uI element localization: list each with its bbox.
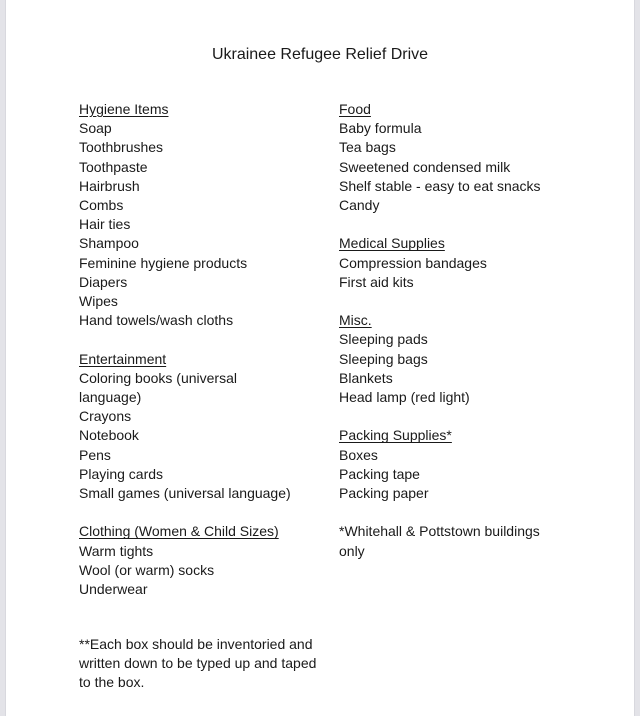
list-item: Coloring books (universal language) [79, 369, 237, 406]
list-item: Warm tights [79, 542, 154, 559]
list-item: Sweetened condensed milk [339, 158, 511, 175]
section-heading: Entertainment [79, 350, 167, 367]
list-item: Wipes [79, 293, 118, 310]
list-item: Soap [79, 120, 112, 137]
list-item: Pens [79, 446, 111, 463]
list-item: Boxes [339, 446, 378, 463]
list-item: Combs [79, 197, 124, 214]
list-item: Candy [339, 197, 380, 214]
list-item: Sleeping bags [339, 350, 428, 367]
list-item: Sleeping pads [339, 331, 428, 348]
section-heading: Hygiene Items [79, 101, 169, 117]
section-heading: Misc. [339, 312, 372, 329]
section-food [339, 100, 599, 215]
list-item: Hair ties [79, 216, 131, 233]
list-item: Tea bags [339, 139, 396, 156]
section-entertainment [79, 350, 319, 504]
inventory-note: **Each box should be inventoried and written down to be typed up and taped to the box. [79, 636, 317, 691]
list-item: Playing cards [79, 465, 164, 482]
list-item: Hand towels/wash cloths [79, 312, 234, 329]
list-item: Underwear [79, 581, 148, 598]
list-item: Packing tape [339, 465, 420, 482]
list-item: Crayons [79, 408, 132, 425]
list-item: First aid kits [339, 273, 414, 290]
list-item: Wool (or warm) socks [79, 561, 215, 578]
section-packing [339, 426, 599, 503]
packing-footnote: *Whitehall & Pottstown buildings only [339, 523, 540, 559]
document-title: Ukrainee Refugee Relief Drive [211, 46, 429, 63]
list-item: Small games (universal language) [79, 485, 291, 502]
section-heading: Packing Supplies* [339, 427, 452, 444]
right-column [339, 100, 599, 561]
list-item: Baby formula [339, 120, 422, 137]
list-item: Toothbrushes [79, 139, 164, 156]
section-medical [339, 234, 599, 292]
list-item: Toothpaste [79, 158, 148, 175]
section-heading: Medical Supplies [339, 235, 445, 252]
list-item: Notebook [79, 427, 139, 444]
left-column [79, 100, 319, 618]
section-heading: Food [339, 101, 371, 117]
list-item: Head lamp (red light) [339, 389, 470, 406]
list-item: Packing paper [339, 485, 429, 502]
list-item: Shampoo [79, 235, 139, 252]
list-item: Shelf stable - easy to eat snacks [339, 177, 541, 194]
list-item: Compression bandages [339, 254, 487, 271]
section-hygiene [79, 100, 319, 330]
section-clothing [79, 522, 319, 599]
list-item: Hairbrush [79, 177, 140, 194]
section-misc [339, 311, 599, 407]
list-item: Feminine hygiene products [79, 254, 248, 271]
section-heading: Clothing (Women & Child Sizes) [79, 523, 279, 540]
list-item: Diapers [79, 273, 128, 290]
list-item: Blankets [339, 369, 393, 386]
